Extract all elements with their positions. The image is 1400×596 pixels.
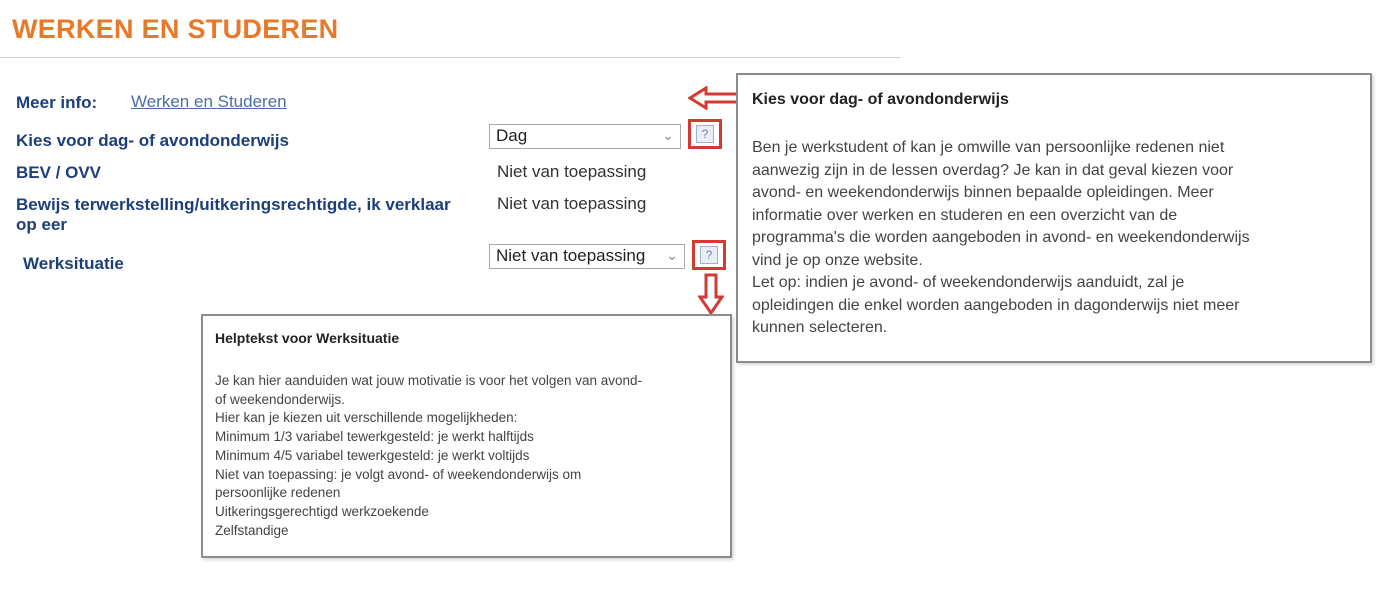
chevron-down-icon: ⌄ (662, 127, 674, 143)
tooltip-line: Let op: indien je avond- of weekendonderwijs aanduidt, zal je (752, 274, 1185, 291)
tooltip-werksituatie-body (215, 372, 718, 540)
bewijs-label-line2: op eer (16, 215, 68, 234)
dag-avond-label: Kies voor dag- of avondonderwijs (16, 131, 289, 150)
help-question-icon[interactable]: ? (700, 246, 718, 264)
tooltip-line: aanwezig zijn in de lessen overdag? Je kan in dat geval kiezen voor (752, 161, 1234, 179)
tooltip-line: Uitkeringsgerechtigd werkzoekende (215, 503, 429, 519)
bewijs-value: Niet van toepassing (497, 194, 647, 213)
tooltip-line: Minimum 1/3 variabel tewerkgesteld: je werkt halftijds (215, 429, 534, 445)
tooltip-line: Hier kan je kiezen uit verschillende mogelijkheden: (215, 410, 518, 426)
tooltip-line: kunnen selecteren. (752, 319, 888, 336)
tooltip-line: Je kan hier aanduiden wat jouw motivatie is voor het volgen van avond- (215, 373, 643, 388)
tooltip-line: avond- en weekendonderwijs binnen bepaalde opleidingen. Meer (752, 184, 1214, 201)
help-highlight-frame (688, 119, 722, 149)
bewijs-label (16, 195, 451, 235)
tooltip-line: opleidingen die enkel worden aangeboden in dagonderwijs niet meer (752, 296, 1240, 314)
arrow-down-icon (698, 273, 724, 315)
bev-ovv-value: Niet van toepassing (497, 162, 647, 181)
werksituatie-label: Werksituatie (23, 254, 124, 273)
tooltip-line: Minimum 4/5 variabel tewerkgesteld: je werkt voltijds (215, 447, 530, 463)
werksituatie-select[interactable] (489, 244, 685, 269)
help-highlight-frame (692, 240, 726, 270)
tooltip-line: vind je op onze website. (752, 251, 923, 269)
tooltip-line: Zelfstandige (215, 522, 289, 538)
help-question-icon[interactable]: ? (696, 125, 714, 143)
bewijs-label-line1: Bewijs terwerkstelling/uitkeringsrechtigde, ik verklaar (16, 195, 451, 214)
bev-ovv-label: BEV / OVV (16, 163, 102, 182)
tooltip-werksituatie (201, 314, 732, 558)
tooltip-line: programma's die worden aangeboden in avond- en weekendonderwijs (752, 229, 1250, 246)
dag-avond-selected-value: Dag (496, 126, 528, 145)
page-title: WERKEN EN STUDEREN (12, 14, 339, 44)
tooltip-dag-avond (736, 73, 1372, 363)
title-divider (0, 57, 900, 58)
chevron-down-icon: ⌄ (666, 247, 678, 263)
tooltip-line: informatie over werken en studeren en een overzicht van de (752, 206, 1178, 224)
arrow-left-icon (688, 86, 740, 110)
tooltip-dag-avond-body (752, 137, 1356, 340)
werksituatie-selected-value: Niet van toepassing (496, 246, 646, 265)
tooltip-line: Ben je werkstudent of kan je omwille van persoonlijke redenen niet (752, 139, 1225, 156)
meer-info-label: Meer info: (16, 93, 98, 112)
tooltip-line: persoonlijke redenen (215, 485, 341, 501)
werken-en-studeren-link[interactable]: Werken en Studeren (131, 92, 287, 111)
tooltip-line: Niet van toepassing: je volgt avond- of weekendonderwijs om (215, 466, 582, 482)
tooltip-werksituatie-title: Helptekst voor Werksituatie (215, 330, 400, 346)
tooltip-dag-avond-title: Kies voor dag- of avondonderwijs (752, 91, 1009, 108)
dag-avond-select[interactable] (489, 124, 681, 149)
tooltip-line: of weekendonderwijs. (215, 391, 345, 407)
